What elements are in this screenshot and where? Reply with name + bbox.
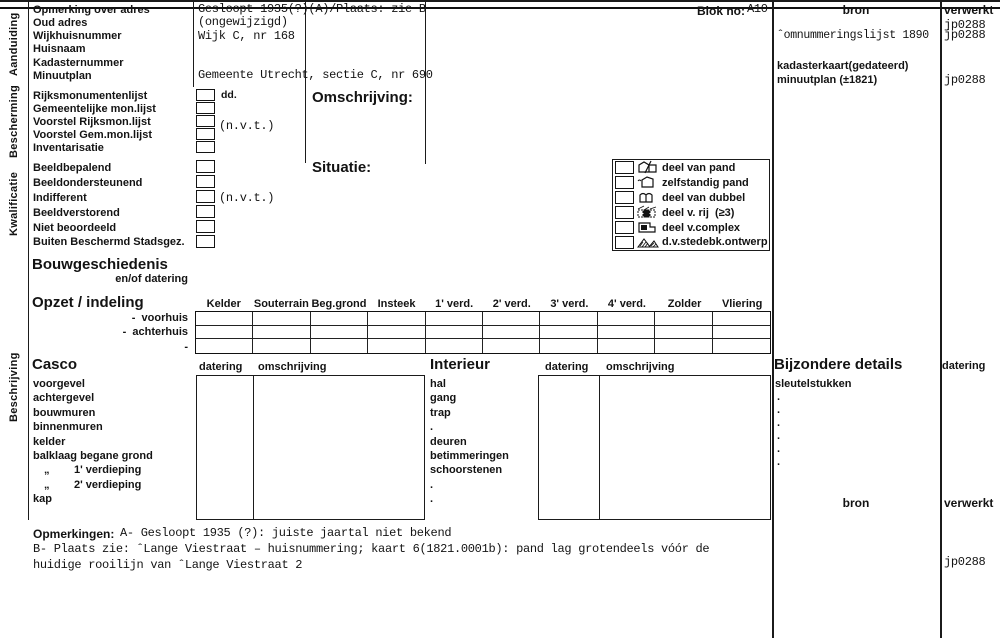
interieur-row-label: gang bbox=[430, 392, 457, 404]
bijzonder-row-label: . bbox=[777, 430, 781, 442]
opzet-col: 4' verd. bbox=[607, 298, 646, 310]
stedebouwkundig-ontwerp-icon bbox=[636, 235, 660, 249]
opzet-title: Opzet / indeling bbox=[32, 294, 144, 311]
opzet-cell bbox=[713, 326, 770, 340]
opzet-cell bbox=[311, 326, 368, 340]
kwalificatie-item: Indifferent bbox=[33, 192, 87, 204]
opzet-cell bbox=[483, 312, 540, 326]
pand-type-label: zelfstandig pand bbox=[662, 177, 749, 189]
divider bbox=[193, 0, 194, 39]
interieur-row-label: trap bbox=[430, 407, 451, 419]
bijzondere-details-title: Bijzondere details bbox=[774, 356, 903, 373]
bescherming-item: Rijksmonumentenlijst bbox=[33, 90, 148, 102]
bron-entry: kadasterkaart(gedateerd) bbox=[777, 60, 909, 72]
opzet-col: 2' verd. bbox=[492, 298, 531, 310]
interieur-omschrijving-header: omschrijving bbox=[606, 361, 675, 373]
checkbox-beeldverstorend bbox=[196, 205, 215, 218]
field-label: Huisnaam bbox=[33, 43, 86, 55]
bijzonder-row-label: . bbox=[777, 417, 781, 429]
interieur-datering-header: datering bbox=[545, 361, 589, 373]
casco-row-label: voorgevel bbox=[33, 378, 85, 390]
casco-title: Casco bbox=[32, 356, 78, 373]
casco-row-label: „ 1' verdieping bbox=[44, 464, 142, 476]
opzet-col: 3' verd. bbox=[550, 298, 589, 310]
bijzonder-row-label: . bbox=[777, 391, 781, 403]
opzet-cell bbox=[311, 312, 368, 326]
casco-row-label: achtergevel bbox=[33, 392, 95, 404]
verwerkt-entry: jp0288 bbox=[944, 73, 986, 87]
checkbox-deel-van-pand bbox=[615, 161, 634, 174]
opmerkingen-label: Opmerkingen: bbox=[33, 527, 115, 541]
opzet-cell bbox=[598, 312, 655, 326]
divider bbox=[425, 0, 426, 164]
field-label: Minuutplan bbox=[33, 70, 92, 82]
checkbox-indifferent bbox=[196, 190, 215, 203]
opzet-cell bbox=[426, 339, 483, 353]
opmerkingen-line: huidige rooilijn van ˆLange Viestraat 2 bbox=[33, 558, 303, 572]
kwalificatie-item: Buiten Beschermd Stadsgez. bbox=[33, 236, 185, 248]
opzet-cell bbox=[713, 312, 770, 326]
opmerkingen-line: A- Gesloopt 1935 (?): juiste jaartal niet bekend bbox=[120, 526, 452, 540]
bron2-header: bron bbox=[842, 496, 870, 510]
casco-entry-box bbox=[196, 375, 425, 520]
blok-no-label: Blok no: bbox=[697, 4, 745, 18]
opzet-row-label: - voorhuis bbox=[131, 312, 188, 324]
opzet-col: 1' verd. bbox=[435, 298, 474, 310]
bouwgeschiedenis-subtitle: en/of datering bbox=[115, 273, 188, 285]
deel-van-pand-icon bbox=[636, 160, 660, 174]
opzet-col: Beg.grond bbox=[311, 298, 367, 310]
checkbox-beeldondersteunend bbox=[196, 175, 215, 188]
nvt-note: (n.v.t.) bbox=[219, 191, 275, 205]
checkbox-deel-v-complex bbox=[615, 221, 634, 234]
checkbox-deel-van-dubbel bbox=[615, 191, 634, 204]
opzet-col: Insteek bbox=[377, 298, 416, 310]
verwerkt2-header: verwerkt bbox=[944, 496, 994, 510]
situatie-title: Situatie: bbox=[312, 159, 372, 176]
checkbox-beeldbepalend bbox=[196, 160, 215, 173]
opzet-cell bbox=[713, 339, 770, 353]
opzet-cell bbox=[253, 326, 310, 340]
nvt-note: (n.v.t.) bbox=[219, 119, 275, 133]
divider bbox=[599, 376, 600, 519]
pand-type-label: deel v. rij (≥3) bbox=[662, 207, 735, 219]
opzet-col: Zolder bbox=[667, 298, 702, 310]
opzet-cell bbox=[368, 339, 425, 353]
bescherming-item: Voorstel Gem.mon.lijst bbox=[33, 129, 152, 141]
casco-datering-header: datering bbox=[199, 361, 243, 373]
field-label: Oud adres bbox=[33, 17, 88, 29]
opzet-cell bbox=[253, 339, 310, 353]
bron-column-header: bron bbox=[842, 3, 870, 17]
opzet-cell bbox=[483, 326, 540, 340]
bescherming-item: Inventarisatie bbox=[33, 142, 104, 154]
interieur-row-label: betimmeringen bbox=[430, 450, 509, 462]
opmerking-adres-value: Gesloopt 1935(?)(A)/Plaats: zie B bbox=[198, 2, 426, 16]
opzet-cell bbox=[655, 326, 712, 340]
divider bbox=[940, 0, 942, 638]
bouwgeschiedenis-title: Bouwgeschiedenis bbox=[32, 256, 168, 273]
casco-row-label: binnenmuren bbox=[33, 421, 103, 433]
interieur-row-label: deuren bbox=[430, 436, 467, 448]
opzet-col: Vliering bbox=[721, 298, 763, 310]
interieur-row-label: . bbox=[430, 493, 434, 505]
omschrijving-title: Omschrijving: bbox=[312, 89, 413, 106]
opzet-cell bbox=[655, 339, 712, 353]
bescherming-item: Voorstel Rijksmon.lijst bbox=[33, 116, 151, 128]
minuutplan-value: Gemeente Utrecht, sectie C, nr 690 bbox=[198, 68, 433, 82]
bijzonder-row-label: . bbox=[777, 404, 781, 416]
verwerkt-entry: jp0288 bbox=[944, 18, 986, 32]
kwalificatie-item: Beeldbepalend bbox=[33, 162, 112, 174]
opzet-cell bbox=[540, 312, 597, 326]
kwalificatie-item: Niet beoordeeld bbox=[33, 222, 117, 234]
opzet-cell bbox=[540, 326, 597, 340]
casco-row-label: kap bbox=[33, 493, 52, 505]
pand-type-label: deel van pand bbox=[662, 162, 736, 174]
field-label: Kadasternummer bbox=[33, 57, 124, 69]
kwalificatie-item: Beeldondersteunend bbox=[33, 177, 143, 189]
dd-label: dd. bbox=[221, 89, 237, 101]
interieur-row-label: . bbox=[430, 421, 434, 433]
opzet-row-label: - achterhuis bbox=[122, 326, 188, 338]
opzet-cell bbox=[311, 339, 368, 353]
wijkhuisnummer-value: Wijk C, nr 168 bbox=[198, 29, 295, 43]
deel-v-rij-icon bbox=[636, 205, 660, 219]
opzet-cell bbox=[483, 339, 540, 353]
interieur-title: Interieur bbox=[430, 356, 491, 373]
field-label: Wijkhuisnummer bbox=[33, 30, 122, 42]
checkbox-zelfstandig-pand bbox=[615, 176, 634, 189]
divider bbox=[28, 0, 29, 520]
opzet-column-headers bbox=[195, 298, 771, 310]
checkbox-voorstel-rijksmonlijst bbox=[196, 115, 215, 127]
bijzonder-row-label: . bbox=[777, 443, 781, 455]
section-label-bescherming: Bescherming bbox=[8, 85, 20, 159]
checkbox-buiten-beschermd bbox=[196, 235, 215, 248]
bijzonder-row-label: . bbox=[777, 456, 781, 468]
section-label-aanduiding: Aanduiding bbox=[8, 12, 20, 77]
checkbox-niet-beoordeeld bbox=[196, 220, 215, 233]
pand-type-label: deel v.complex bbox=[662, 222, 741, 234]
deel-v-complex-icon bbox=[636, 220, 660, 234]
opmerkingen-line: B- Plaats zie: ˆLange Viestraat – huisnummering; kaart 6(1821.0001b): pand lag grotendeels vóór de bbox=[33, 542, 710, 556]
interieur-row-label: schoorstenen bbox=[430, 464, 503, 476]
opzet-cell bbox=[253, 312, 310, 326]
bron-entry: ˆomnummeringslijst 1890 bbox=[777, 29, 929, 42]
opzet-cell bbox=[196, 312, 253, 326]
checkbox-rijksmonumentenlijst bbox=[196, 89, 215, 101]
opzet-col: Kelder bbox=[206, 298, 241, 310]
opzet-cell bbox=[426, 326, 483, 340]
interieur-entry-box bbox=[538, 375, 771, 520]
section-label-beschrijving: Beschrijving bbox=[8, 352, 20, 423]
casco-row-label: kelder bbox=[33, 436, 66, 448]
checkbox-inventarisatie bbox=[196, 141, 215, 153]
opzet-cell bbox=[540, 339, 597, 353]
opzet-cell bbox=[598, 339, 655, 353]
verwerkt-column-header: verwerkt bbox=[944, 3, 994, 17]
bijzonder-row-label: sleutelstukken bbox=[775, 378, 852, 390]
opzet-cell bbox=[368, 326, 425, 340]
opzet-row-label: - bbox=[184, 341, 188, 353]
casco-omschrijving-header: omschrijving bbox=[258, 361, 327, 373]
field-label: Opmerking over adres bbox=[33, 4, 150, 16]
opzet-cell bbox=[196, 339, 253, 353]
opzet-cell bbox=[655, 312, 712, 326]
divider bbox=[0, 0, 1000, 2]
checkbox-deel-v-rij bbox=[615, 206, 634, 219]
oud-adres-value: (ongewijzigd) bbox=[198, 15, 288, 29]
divider bbox=[940, 0, 1000, 1]
opzet-grid bbox=[195, 311, 771, 354]
checkbox-stedebouwkundig-ontwerp bbox=[615, 236, 634, 249]
interieur-row-label: . bbox=[430, 479, 434, 491]
kwalificatie-item: Beeldverstorend bbox=[33, 207, 120, 219]
opzet-cell bbox=[196, 326, 253, 340]
casco-row-label: „ 2' verdieping bbox=[44, 479, 142, 491]
section-label-kwalificatie: Kwalificatie bbox=[8, 171, 20, 236]
opzet-cell bbox=[426, 312, 483, 326]
checkbox-gemeentelijke-monlijst bbox=[196, 102, 215, 114]
opzet-cell bbox=[598, 326, 655, 340]
pand-type-label: deel van dubbel bbox=[662, 192, 746, 204]
bescherming-item: Gemeentelijke mon.lijst bbox=[33, 103, 156, 115]
blok-no-value: A10 bbox=[747, 2, 768, 16]
checkbox-voorstel-gemmonlijst bbox=[196, 128, 215, 140]
divider bbox=[772, 0, 774, 638]
bron-entry: minuutplan (±1821) bbox=[777, 74, 878, 86]
pand-type-label: d.v.stedebk.ontwerp bbox=[662, 236, 768, 248]
casco-row-label: balklaag begane grond bbox=[33, 450, 153, 462]
verwerkt-entry: jp0288 bbox=[944, 555, 986, 569]
opzet-cell bbox=[368, 312, 425, 326]
verwerkt-entry: jp0288 bbox=[944, 28, 986, 42]
interieur-row-label: hal bbox=[430, 378, 446, 390]
casco-row-label: bouwmuren bbox=[33, 407, 96, 419]
opzet-col: Souterrain bbox=[253, 298, 309, 310]
bijzonder-datering-header: datering bbox=[942, 360, 986, 372]
deel-van-dubbel-icon bbox=[636, 190, 660, 204]
zelfstandig-pand-icon bbox=[636, 175, 660, 189]
divider bbox=[253, 376, 254, 519]
